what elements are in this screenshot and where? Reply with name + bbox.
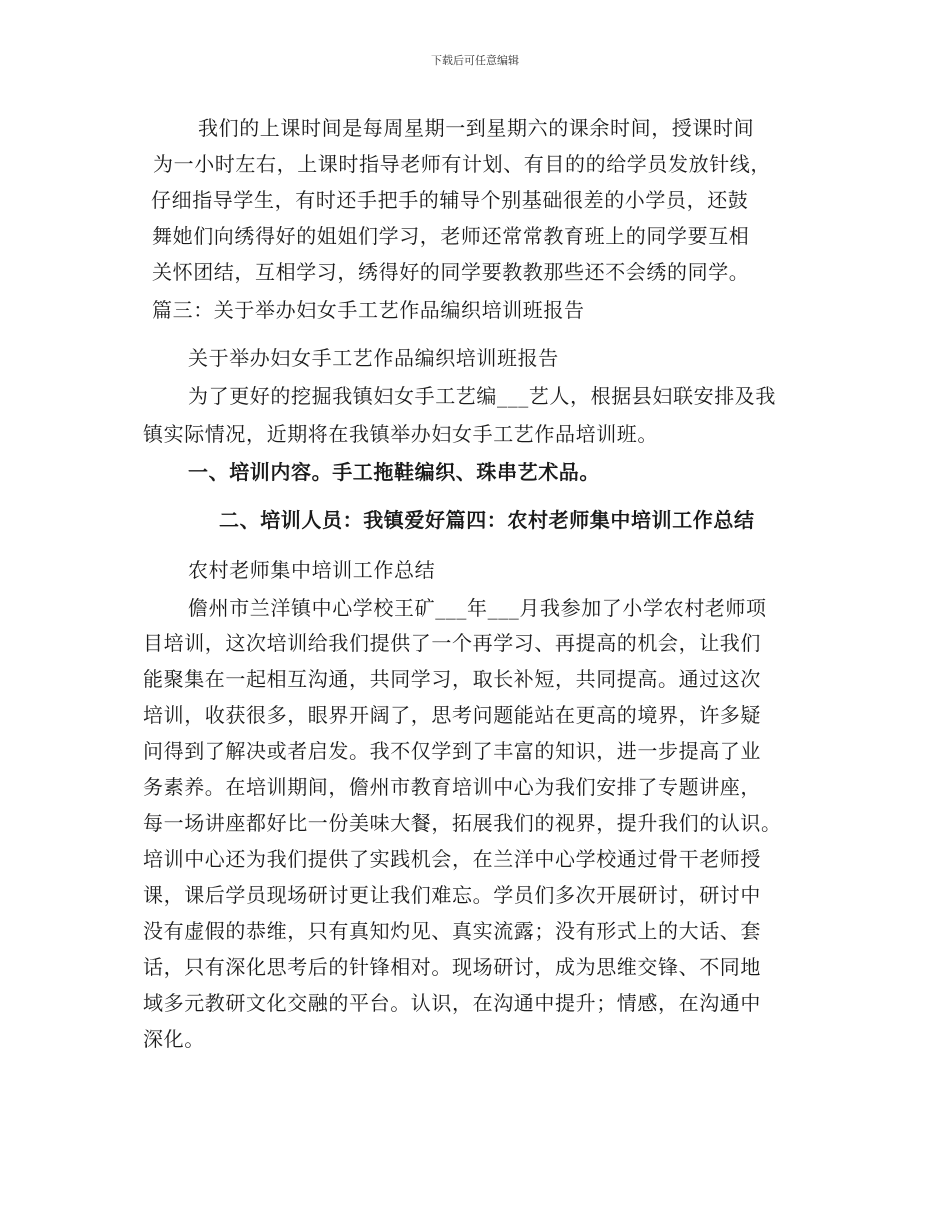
bold-heading: 一、培训内容。手工拖鞋编织、珠串艺术品。 xyxy=(188,460,600,484)
body-line: 目培训，这次培训给我们提供了一个再学习、再提高的机会，让我们 xyxy=(143,631,761,655)
body-line: 培训中心还为我们提供了实践机会，在兰洋中心学校通过骨干老师授 xyxy=(143,847,761,871)
body-line: 问得到了解决或者启发。我不仅学到了丰富的知识，进一步提高了业 xyxy=(143,739,761,763)
body-line: 我们的上课时间是每周星期一到星期六的课余时间，授课时间 xyxy=(198,116,755,140)
body-line: 仔细指导学生，有时还手把手的辅导个别基础很差的小学员，还鼓 xyxy=(151,188,749,212)
body-line: 能聚集在一起相互沟通，共同学习，取长补短，共同提高。通过这次 xyxy=(143,667,761,691)
body-line: 舞她们向绣得好的姐姐们学习，老师还常常教育班上的同学要互相 xyxy=(152,224,750,248)
body-line: 话，只有深化思考后的针锋相对。现场研讨，成为思维交锋、不同地 xyxy=(143,955,761,979)
body-line: 为了更好的挖掘我镇妇女手工艺编___艺人，根据县妇联安排及我 xyxy=(188,384,776,408)
body-line: 域多元教研文化交融的平台。认识，在沟通中提升；情感，在沟通中 xyxy=(143,991,761,1015)
report-title: 关于举办妇女手工艺作品编织培训班报告 xyxy=(188,346,559,370)
body-line: 为一小时左右，上课时指导老师有计划、有目的的给学员发放针线， xyxy=(153,152,771,176)
body-line: 镇实际情况，近期将在我镇举办妇女手工艺作品培训班。 xyxy=(143,422,658,446)
section-heading: 篇三：关于举办妇女手工艺作品编织培训班报告 xyxy=(152,298,585,322)
body-line: 每一场讲座都好比一份美味大餐，拓展我们的视界，提升我们的认识。 xyxy=(143,811,782,835)
body-line: 儋州市兰洋镇中心学校王矿___年___月我参加了小学农村老师项 xyxy=(188,596,767,620)
body-line: 课，课后学员现场研讨更让我们难忘。学员们多次开展研讨，研讨中 xyxy=(143,883,761,907)
body-line: 关怀团结，互相学习，绣得好的同学要教教那些还不会绣的同学。 xyxy=(152,260,750,284)
body-line: 没有虚假的恭维，只有真知灼见、真实流露；没有形式上的大话、套 xyxy=(143,919,761,943)
body-line: 培训，收获很多，眼界开阔了，思考问题能站在更高的境界，许多疑 xyxy=(143,703,761,727)
summary-title: 农村老师集中培训工作总结 xyxy=(188,558,436,582)
page-header: 下载后可任意编辑 xyxy=(431,54,519,67)
bold-heading: 二、培训人员：我镇爱好篇四：农村老师集中培训工作总结 xyxy=(219,508,755,532)
body-line: 务素养。在培训期间，儋州市教育培训中心为我们安排了专题讲座， xyxy=(143,775,761,799)
body-line: 深化。 xyxy=(143,1027,205,1051)
